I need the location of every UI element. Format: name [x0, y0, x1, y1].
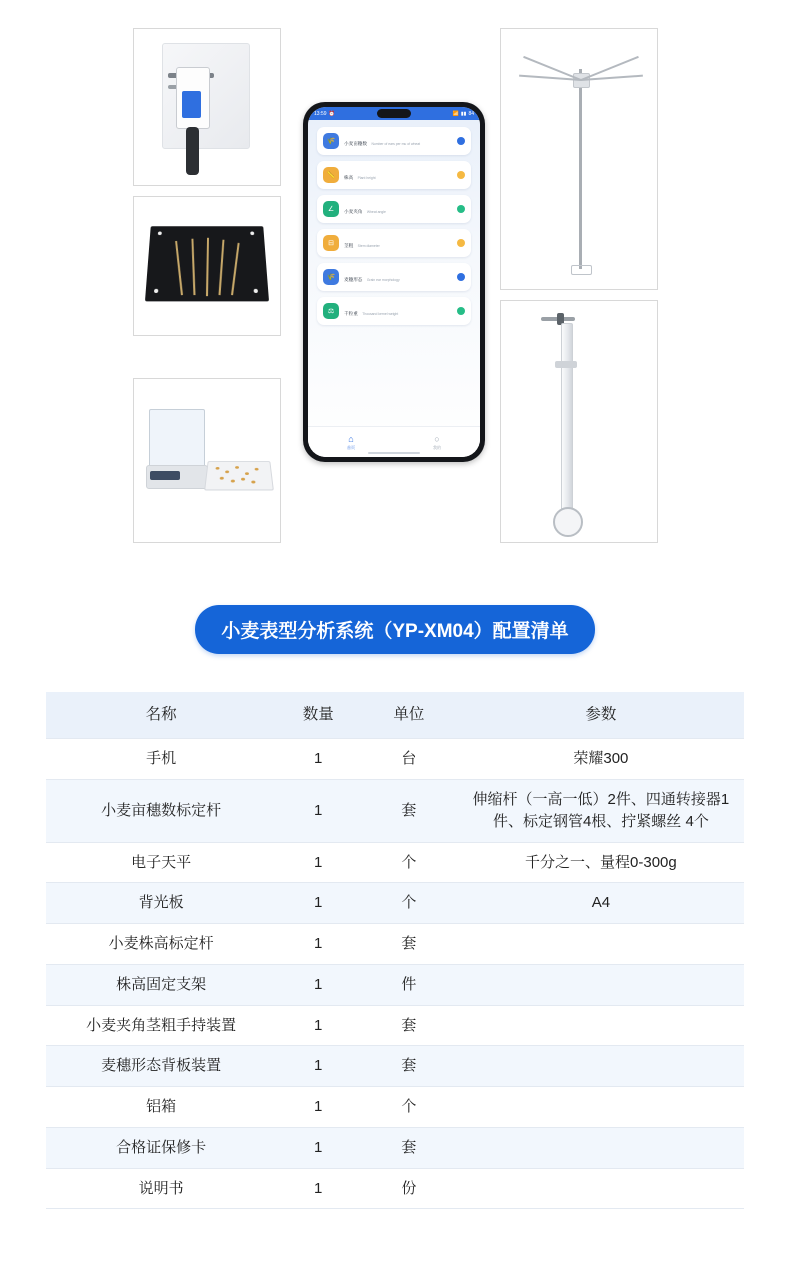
wheat-spike: [175, 241, 183, 295]
table-row: [46, 842, 744, 883]
function-name-en: Plant height: [357, 176, 376, 180]
function-label-group: [344, 200, 457, 218]
board-corner-dot: [158, 232, 162, 236]
pole-foot: [571, 265, 592, 275]
function-status-dot[interactable]: [457, 137, 465, 145]
cell-name: 铝箱: [46, 1087, 276, 1128]
cell-name: 麦穗形态背板装置: [46, 1046, 276, 1087]
cell-qty: 1: [276, 842, 360, 883]
cell-name: 说明书: [46, 1168, 276, 1209]
cell-name: 小麦夹角茎粗手持装置: [46, 1005, 276, 1046]
cell-qty: 1: [276, 964, 360, 1005]
cell-param: [458, 1168, 744, 1209]
cell-name: 电子天平: [46, 842, 276, 883]
cell-unit: 个: [360, 1087, 458, 1128]
function-name-cn: 茎粗: [344, 243, 354, 248]
cell-qty: 1: [276, 1168, 360, 1209]
function-label-group: [344, 268, 457, 286]
ruler-clamp: [555, 361, 577, 368]
function-status-dot[interactable]: [457, 239, 465, 247]
cell-param: 千分之一、量程0-300g: [458, 842, 744, 883]
table-row: [46, 1087, 744, 1128]
function-name-cn: 小麦亩穗数: [344, 141, 367, 146]
app-tab-bar: [308, 426, 480, 457]
ruler-base-plate: [553, 507, 583, 537]
cell-name: 小麦亩穗数标定杆: [46, 780, 276, 843]
cell-param: 荣耀300: [458, 739, 744, 780]
photo-backlight-board: [133, 196, 281, 336]
function-status-dot[interactable]: [457, 273, 465, 281]
configuration-table-wrap: [46, 692, 744, 1209]
balance-draft-shield: [149, 409, 205, 469]
battery-level: 84: [468, 110, 474, 117]
grain: [225, 471, 229, 474]
cell-qty: 1: [276, 883, 360, 924]
function-name-cn: 小麦夹角: [344, 209, 363, 214]
table-head: [46, 692, 744, 739]
cell-qty: 1: [276, 924, 360, 965]
grain: [255, 468, 259, 471]
column-header-param: 参数: [458, 692, 744, 739]
backlight-board: [145, 226, 269, 301]
grain: [245, 472, 249, 475]
tab-home[interactable]: [308, 433, 394, 451]
photo-analytical-balance: [133, 378, 281, 543]
function-status-dot[interactable]: [457, 307, 465, 315]
wifi-icon: 📶: [452, 110, 459, 117]
table-row: [46, 739, 744, 780]
column-header-qty: 数量: [276, 692, 360, 739]
column-header-name: 名称: [46, 692, 276, 739]
cell-param: [458, 1087, 744, 1128]
alarm-icon: ⏰: [328, 110, 335, 117]
product-image-gallery: [0, 0, 790, 560]
table-row: [46, 924, 744, 965]
phone-notch: [377, 109, 411, 118]
signal-icon: ▮▮: [460, 110, 467, 117]
function-label-group: [344, 132, 457, 150]
scale-icon: ⚖: [323, 303, 339, 319]
cell-qty: 1: [276, 780, 360, 843]
wheat-spike: [218, 240, 224, 295]
cell-qty: 1: [276, 739, 360, 780]
cell-unit: 套: [360, 924, 458, 965]
wheat-spike: [191, 239, 195, 295]
caliper-icon: ⊟: [323, 235, 339, 251]
wheat-ear-icon: 🌾: [323, 133, 339, 149]
function-status-dot[interactable]: [457, 205, 465, 213]
function-card-wheat-angle[interactable]: [317, 195, 471, 223]
tab-profile-label: 我的: [433, 445, 441, 450]
phone-status-bar: [308, 107, 480, 120]
cell-qty: 1: [276, 1046, 360, 1087]
cell-param: 伸缩杆（一高一低）2件、四通转接器1件、标定钢管4根、拧紧螺丝 4个: [458, 780, 744, 843]
table-body: [46, 739, 744, 1209]
photo-calibration-pole: [500, 28, 658, 290]
cell-qty: 1: [276, 1127, 360, 1168]
angle-icon: ∠: [323, 201, 339, 217]
grain: [235, 466, 239, 469]
table-row: [46, 1005, 744, 1046]
ear-shape-icon: 🌾: [323, 269, 339, 285]
photo-plant-height-ruler: [500, 300, 658, 543]
function-status-dot[interactable]: [457, 171, 465, 179]
function-name-cn: 千粒重: [344, 311, 358, 316]
grain: [215, 467, 219, 470]
cell-name: 背光板: [46, 883, 276, 924]
section-title-wrap: [0, 605, 790, 654]
cell-name: 合格证保修卡: [46, 1127, 276, 1168]
wheat-spike: [206, 238, 209, 296]
function-label-group: [344, 234, 457, 252]
function-name-cn: 株高: [344, 175, 354, 180]
table-row: [46, 1046, 744, 1087]
cell-unit: 套: [360, 1005, 458, 1046]
device-grip: [186, 127, 199, 175]
function-label-group: [344, 302, 457, 320]
function-name-en: Thousand kernel weight: [362, 312, 399, 316]
cell-unit: 台: [360, 739, 458, 780]
table-row: [46, 780, 744, 843]
cell-qty: 1: [276, 1087, 360, 1128]
cell-unit: 个: [360, 883, 458, 924]
function-name-cn: 麦穗形态: [344, 277, 363, 282]
ruler-icon: 📏: [323, 167, 339, 183]
wheat-spike: [231, 243, 240, 295]
configuration-table: [46, 692, 744, 1209]
cell-param: [458, 924, 744, 965]
grain: [231, 480, 235, 483]
cell-unit: 份: [360, 1168, 458, 1209]
table-row: [46, 1168, 744, 1209]
table-header-row: [46, 692, 744, 739]
grain: [220, 477, 224, 480]
table-row: [46, 883, 744, 924]
status-time: 13:59: [314, 110, 327, 117]
cell-unit: 套: [360, 1127, 458, 1168]
function-name-en: Grain ear morphology: [366, 278, 400, 282]
function-card-ear-morphology[interactable]: [317, 263, 471, 291]
grain: [241, 478, 245, 481]
status-bar-left: [314, 111, 335, 117]
cell-name: 株高固定支架: [46, 964, 276, 1005]
cell-unit: 个: [360, 842, 458, 883]
function-name-en: Wheat angle: [366, 210, 386, 214]
app-function-list: [308, 120, 480, 457]
device-screen: [182, 91, 201, 118]
board-corner-dot: [254, 289, 258, 293]
column-header-unit: 单位: [360, 692, 458, 739]
tab-home-label: 首页: [347, 445, 355, 450]
board-corner-dot: [154, 289, 158, 293]
board-corner-dot: [250, 232, 254, 236]
grain: [251, 481, 255, 484]
cell-param: [458, 1046, 744, 1087]
cell-param: [458, 964, 744, 1005]
cell-param: [458, 1127, 744, 1168]
status-bar-right: [453, 111, 474, 117]
photo-handheld-clamp-device: [133, 28, 281, 186]
home-icon: ⌂: [348, 434, 354, 444]
cell-unit: 件: [360, 964, 458, 1005]
cell-unit: 套: [360, 780, 458, 843]
sample-tray: [204, 461, 274, 490]
profile-icon: ○: [434, 434, 440, 444]
function-card-stem-diameter[interactable]: [317, 229, 471, 257]
cell-name: 手机: [46, 739, 276, 780]
function-card-plant-height[interactable]: [317, 161, 471, 189]
cell-param: A4: [458, 883, 744, 924]
cell-name: 小麦株高标定杆: [46, 924, 276, 965]
table-row: [46, 964, 744, 1005]
tab-profile[interactable]: [394, 433, 480, 451]
phone-screen: [308, 107, 480, 457]
balance-display: [150, 471, 180, 480]
section-title-banner: 小麦表型分析系统（YP-XM04）配置清单: [195, 605, 594, 654]
ruler-telescoping-rod: [561, 323, 573, 513]
function-name-en: Stem diameter: [357, 244, 380, 248]
phone-mockup: [303, 102, 485, 462]
function-label-group: [344, 166, 457, 184]
function-card-thousand-kernel-weight[interactable]: [317, 297, 471, 325]
table-row: [46, 1127, 744, 1168]
home-indicator: [368, 452, 420, 454]
cell-param: [458, 1005, 744, 1046]
pole-vertical-rod: [579, 69, 582, 269]
cell-qty: 1: [276, 1005, 360, 1046]
cell-unit: 套: [360, 1046, 458, 1087]
function-card-ears-per-mu[interactable]: [317, 127, 471, 155]
function-name-en: Number of ears per mu of wheat: [371, 142, 421, 146]
